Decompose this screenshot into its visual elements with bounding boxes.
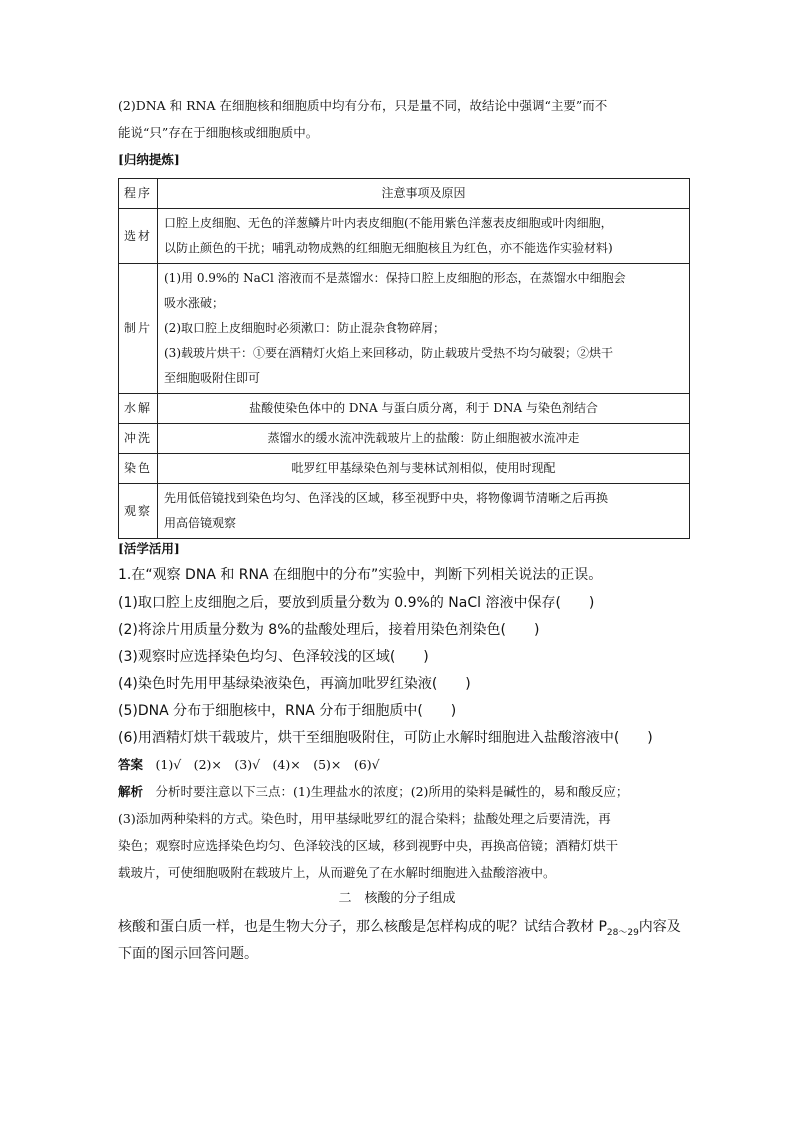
table-row xyxy=(119,484,690,539)
row-line: (2)取口腔上皮细胞时必须漱口：防止混杂食物碎屑； xyxy=(164,321,446,335)
row-label: 选材 xyxy=(119,209,158,264)
row-line: 以防止颜色的干扰；哺乳动物成熟的红细胞无细胞核且为红色，亦不能选作实验材料) xyxy=(164,241,613,255)
table-row xyxy=(119,209,690,264)
row-content xyxy=(158,484,690,539)
row-label: 水解 xyxy=(119,394,158,424)
row-line: 至细胞吸附住即可 xyxy=(164,371,261,385)
section-title: 二 核酸的分子组成 xyxy=(338,891,456,906)
practice-heading: [活学活用] xyxy=(118,541,180,556)
page-range: 28～29 xyxy=(606,927,639,938)
header-notes: 注意事项及原因 xyxy=(158,179,690,209)
analysis-line-2: (3)添加两种染料的方式。染色时，用甲基绿吡罗红的混合染料；盐酸处理之后要清洗，再 xyxy=(118,811,611,826)
table-row xyxy=(119,394,690,424)
analysis-text: 分析时要注意以下三点：(1)生理盐水的浓度；(2)所用的染料是碱性的，易和酸反应； xyxy=(155,784,629,799)
analysis-label: 解析 xyxy=(118,784,144,799)
row-content xyxy=(158,209,690,264)
question-item-3: (3)观察时应选择染色均匀、色泽较浅的区域( ) xyxy=(118,649,429,665)
answer-text: (1)√ (2)× (3)√ (4)× (5)× (6)√ xyxy=(155,757,380,772)
question-item-4: (4)染色时先用甲基绿染液染色，再滴加吡罗红染液( ) xyxy=(118,676,471,692)
question-item-5: (5)DNA 分布于细胞核中，RNA 分布于细胞质中( ) xyxy=(118,703,457,719)
analysis-line-4: 载玻片，可使细胞吸附在载玻片上，从而避免了在水解时细胞进入盐酸溶液中。 xyxy=(118,865,556,880)
table-row xyxy=(119,454,690,484)
intro-line-1: (2)DNA 和 RNA 在细胞核和细胞质中均有分布，只是量不同，故结论中强调“主要”而不 xyxy=(118,98,608,113)
intro-line-2: 能说“只”存在于细胞核或细胞质中。 xyxy=(118,125,319,140)
row-line: 先用低倍镜找到染色均匀、色泽浅的区域，移至视野中央，将物像调节清晰之后再换 xyxy=(164,491,609,505)
row-line: (1)用 0.9%的 NaCl 溶液而不是蒸馏水：保持口腔上皮细胞的形态，在蒸馏水中细胞会 xyxy=(164,271,626,285)
closing-text-b: 内容及 xyxy=(638,919,681,935)
table-header-row xyxy=(119,179,690,209)
question-item-1: (1)取口腔上皮细胞之后，要放到质量分数为 0.9%的 NaCl 溶液中保存( ) xyxy=(118,595,595,611)
row-label: 制片 xyxy=(119,264,158,394)
question-stem: 1.在“观察 DNA 和 RNA 在细胞中的分布”实验中，判断下列相关说法的正误。 xyxy=(118,567,603,583)
row-content xyxy=(158,264,690,394)
row-label: 冲洗 xyxy=(119,424,158,454)
row-content: 吡罗红甲基绿染色剂与斐林试剂相似，使用时现配 xyxy=(158,454,690,484)
question-item-6: (6)用酒精灯烘干载玻片，烘干至细胞吸附住，可防止水解时细胞进入盐酸溶液中( ) xyxy=(118,730,653,746)
row-content: 蒸馏水的缓水流冲洗载玻片上的盐酸：防止细胞被水流冲走 xyxy=(158,424,690,454)
summary-heading: [归纳提炼] xyxy=(118,152,180,167)
table-row xyxy=(119,424,690,454)
row-line: (3)载玻片烘干：①要在酒精灯火焰上来回移动，防止载玻片受热不均匀破裂；②烘干 xyxy=(164,346,614,360)
row-label: 染色 xyxy=(119,454,158,484)
row-label: 观察 xyxy=(119,484,158,539)
notes-table xyxy=(118,178,690,539)
question-item-2: (2)将涂片用质量分数为 8%的盐酸处理后，接着用染色剂染色( ) xyxy=(118,622,540,638)
analysis-line-1 xyxy=(118,779,688,805)
table-row xyxy=(119,264,690,394)
closing-line-2: 下面的图示回答问题。 xyxy=(118,946,258,962)
row-content: 盐酸使染色体中的 DNA 与蛋白质分离，利于 DNA 与染色剂结合 xyxy=(158,394,690,424)
answer-label: 答案 xyxy=(118,757,144,772)
analysis-line-3: 染色；观察时应选择染色均匀、色泽较浅的区域，移到视野中央，再换高倍镜；酒精灯烘干 xyxy=(118,838,619,853)
answer-line xyxy=(118,752,688,778)
row-line: 吸水涨破； xyxy=(164,296,225,310)
row-line: 用高倍镜观察 xyxy=(164,516,237,530)
row-line: 口腔上皮细胞、无色的洋葱鳞片叶内表皮细胞(不能用紫色洋葱表皮细胞或叶肉细胞， xyxy=(164,216,613,230)
header-procedure: 程序 xyxy=(119,179,158,209)
closing-text-a: 核酸和蛋白质一样，也是生物大分子，那么核酸是怎样构成的呢？试结合教材 P xyxy=(118,919,607,935)
